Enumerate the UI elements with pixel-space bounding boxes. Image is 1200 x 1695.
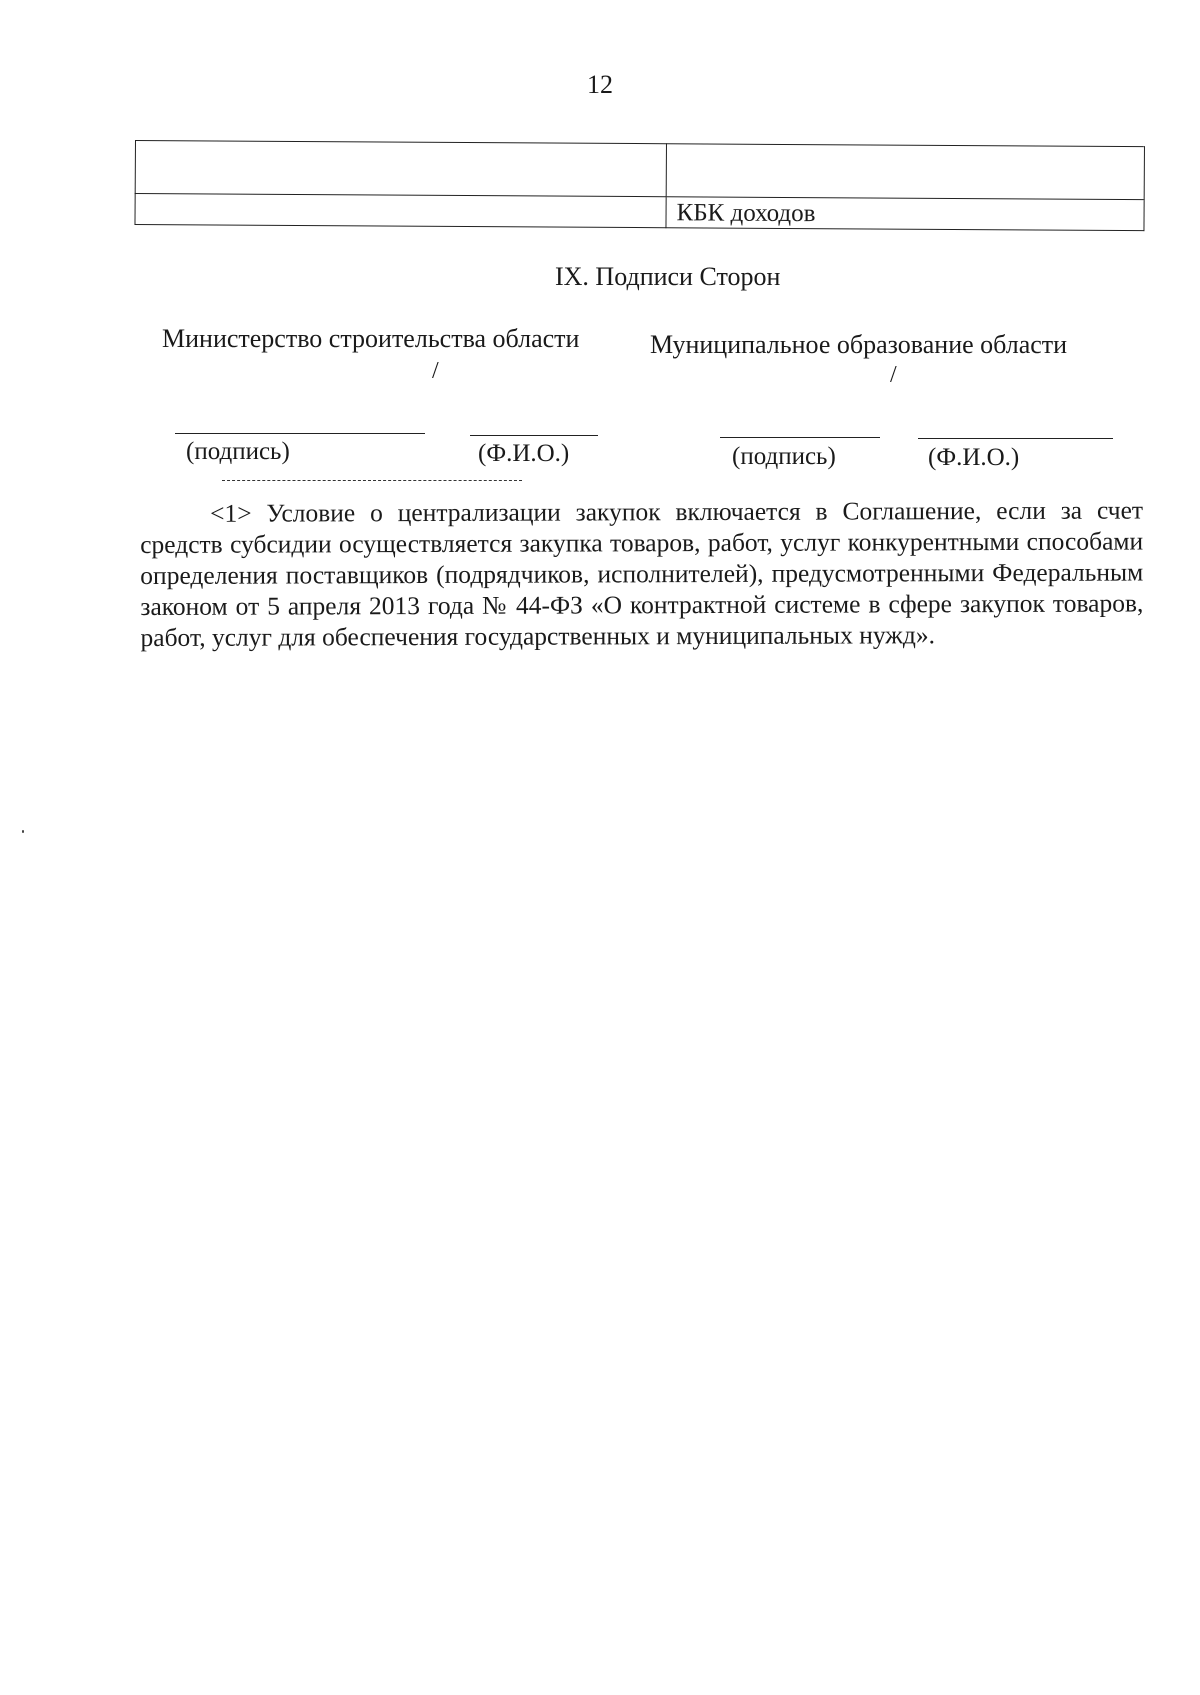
fio-line-right: [918, 438, 1113, 439]
fio-label-left: (Ф.И.О.): [478, 440, 570, 467]
fio-line-left: [470, 435, 598, 436]
page-number: 12: [587, 70, 613, 99]
party-right-slash: /: [890, 362, 897, 388]
party-left-slash: /: [432, 358, 439, 384]
table-row: [135, 141, 1144, 200]
table-row: [135, 194, 1144, 231]
party-right-name: Муниципальное образование области: [650, 330, 1068, 359]
kbk-label-cell: КБК доходов: [666, 197, 1144, 231]
table-cell: [135, 141, 666, 197]
signature-label-right: (подпись): [732, 443, 836, 470]
footnote-separator: [222, 480, 522, 481]
footnote-text: <1> Условие о централизации закупок включается в Соглашение, если за счет средств субсидии осуществляется закупка товаров, работ, услуг конкурентными способами определения поставщиков (подрядчиков, исполнителей), предусмотренными Федеральным законом от 5 апреля 2013 года № 44-ФЗ «О контрактной системе в сфере закупок товаров, работ, услуг для обеспечения государственных и муниципальных нужд».: [140, 495, 1144, 652]
section-title: IX. Подписи Сторон: [555, 262, 781, 291]
table-cell: [135, 194, 666, 228]
signature-line-right: [720, 437, 880, 438]
kbk-table: [134, 140, 1145, 231]
fio-label-right: (Ф.И.О.): [928, 444, 1020, 471]
signature-label-left: (подпись): [186, 438, 290, 465]
scan-speck: [22, 830, 24, 833]
signature-line-left: [175, 433, 425, 434]
table-cell: [666, 144, 1144, 200]
party-left-name: Министерство строительства области: [162, 324, 580, 353]
